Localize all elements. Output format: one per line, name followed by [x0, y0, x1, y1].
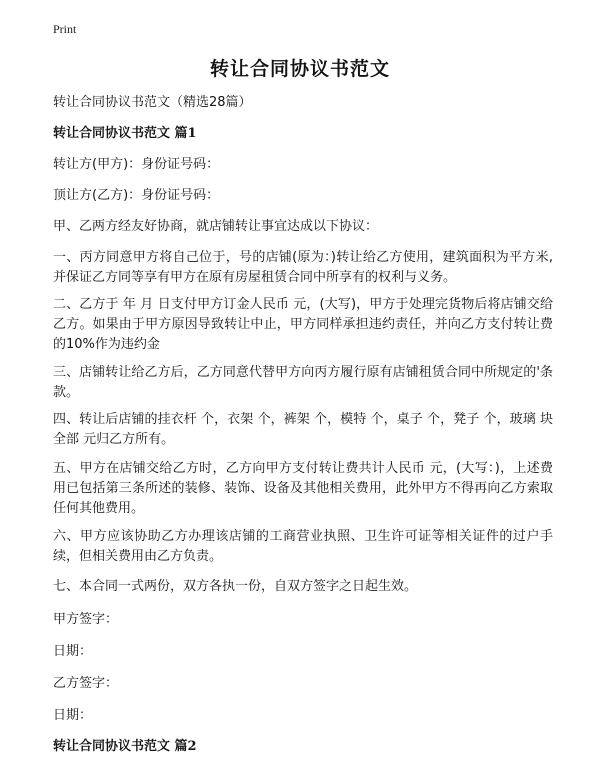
document-subtitle: 转让合同协议书范文（精选28篇）	[53, 95, 252, 110]
clause-2: 二、乙方于 年 月 日支付甲方订金人民币 元，(大写)，甲方于处理完货物后将店铺交给乙方。如果由于甲方原因导致转让中止，甲方同样承担违约责任，并向乙方支付转让费的10%作为违约金	[53, 297, 553, 352]
clause-3: 三、店铺转让给乙方后，乙方同意代替甲方向丙方履行原有店铺租赁合同中所规定的'条款。	[53, 365, 553, 400]
print-link[interactable]: Print	[53, 22, 77, 36]
clause-5: 五、甲方在店铺交给乙方时，乙方向甲方支付转让费共计人民币 元，(大写：)，上述费用已包括第三条所述的装修、装饰、设备及其他相关费用，此外甲方不得再向乙方索取任何其他费用。	[53, 461, 553, 516]
document-title: 转让合同协议书范文	[209, 58, 390, 80]
agreement-intro: 甲、乙两方经友好协商，就店铺转让事宜达成以下协议：	[53, 219, 379, 234]
party-b-line: 顶让方(乙方)：身份证号码：	[53, 188, 220, 203]
clause-1: 一、丙方同意甲方将自己位于，号的店铺(原为：)转让给乙方使用，建筑面积为平方米,并保证乙方同等享有甲方在原有房屋租赁合同中所享有的权利与义务。	[53, 250, 553, 285]
party-a-line: 转让方(甲方)：身份证号码：	[53, 157, 220, 172]
party-a-date: 日期：	[53, 644, 93, 659]
section-heading-1: 转让合同协议书范文 篇1	[53, 126, 197, 141]
party-b-date: 日期：	[53, 708, 93, 723]
party-b-signature: 乙方签字：	[53, 676, 119, 691]
clause-7: 七、本合同一式两份，双方各执一份，自双方签字之日起生效。	[53, 579, 418, 594]
section-heading-2: 转让合同协议书范文 篇2	[53, 739, 197, 754]
clause-4: 四、转让后店铺的挂衣杆 个，衣架 个，裤架 个，模特 个，桌子 个，凳子 个，玻璃 块全部 元归乙方所有。	[53, 412, 553, 447]
party-a-signature: 甲方签字：	[53, 612, 119, 627]
clause-6: 六、甲方应该协助乙方办理该店铺的工商营业执照、卫生许可证等相关证件的过户手续，但相关费用由乙方负责。	[53, 529, 553, 564]
